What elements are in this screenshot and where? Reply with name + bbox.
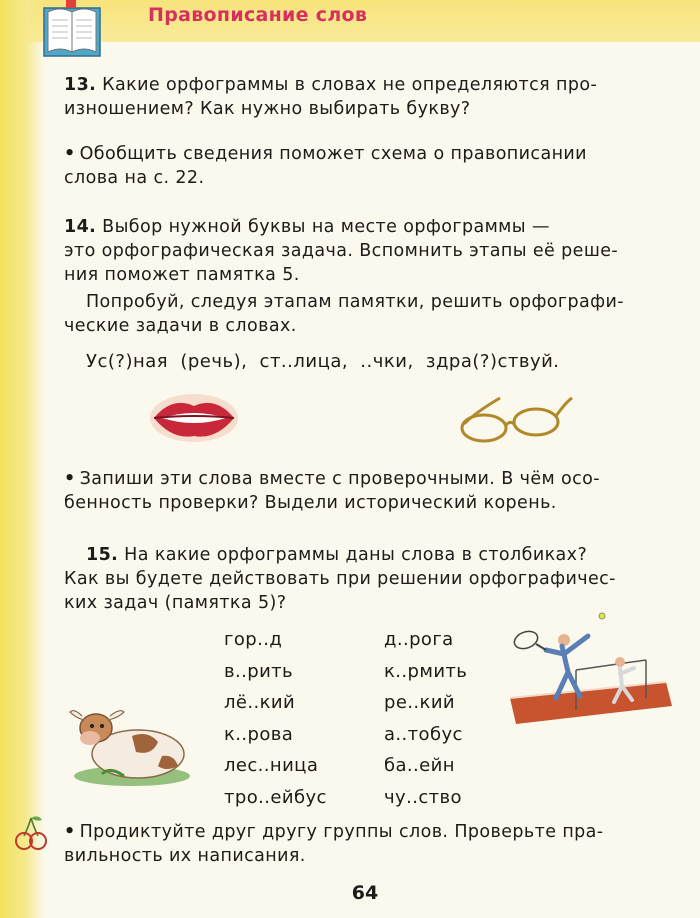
exercise-15-hint — [64, 820, 662, 868]
text-line: Попробуй, следуя этапам памятки, решить орфографи- — [86, 292, 624, 312]
cherry-icon — [14, 814, 48, 852]
text-line: это орфографическая задача. Вспомнить этапы её реше- — [64, 241, 619, 261]
cow-illustration — [62, 696, 190, 788]
text-line: изношением? Как нужно выбирать букву? — [64, 99, 471, 119]
exercise-13-hint — [64, 142, 662, 190]
exercise-number: 13. — [64, 75, 97, 95]
text-line: вильность их написания. — [64, 846, 306, 866]
exercise-14-words: Ус(?)ная (речь), ст..лица, ..чки, здра(?)ствуй. — [86, 351, 560, 372]
page-number: 64 — [351, 882, 379, 904]
section-title: Правописание слов — [148, 4, 368, 26]
word-column-1 — [224, 624, 327, 814]
text-line: Какие орфограммы в словах не определяются про- — [102, 75, 598, 95]
bullet: • — [64, 469, 76, 489]
list-item: чу..ство — [384, 786, 462, 808]
text-line: слова на с. 22. — [64, 168, 205, 188]
text-line: На какие орфограммы даны слова в столбиках? — [124, 545, 588, 565]
word-column-2 — [384, 624, 467, 814]
text-line: Продиктуйте друг другу группы слов. Проверьте пра- — [79, 822, 604, 842]
text-line: Выбор нужной буквы на месте орфограммы — — [102, 217, 550, 237]
exercise-14-intro — [64, 215, 662, 287]
list-item: тро..ейбус — [224, 786, 327, 808]
book-icon — [40, 0, 104, 58]
text-line: бенность проверки? Выдели исторический корень. — [64, 493, 557, 513]
list-item: гор..д — [224, 629, 283, 650]
exercise-number: 15. — [86, 545, 119, 565]
list-item: ре..кий — [384, 692, 456, 714]
text-line: ческие задачи в словах. — [64, 316, 297, 336]
list-item: д..рога — [384, 629, 454, 650]
exercise-number: 14. — [64, 217, 97, 237]
lips-illustration — [148, 392, 240, 444]
left-margin-strip — [0, 0, 44, 918]
list-item: в..рить — [224, 660, 294, 682]
text-line: Обобщить сведения поможет схема о правописании — [79, 144, 587, 164]
exercise-14-hint — [64, 467, 662, 515]
bullet: • — [64, 144, 76, 164]
list-item: а..тобус — [384, 723, 463, 745]
list-item: лё..кий — [224, 692, 296, 714]
list-item: к..рова — [224, 723, 294, 745]
exercise-13-question — [64, 73, 662, 121]
text-line: ких задач (памятка 5)? — [64, 593, 287, 613]
tennis-illustration — [496, 610, 674, 728]
exercise-14-task — [64, 290, 662, 338]
text-line: Запиши эти слова вместе с проверочными. В чём осо- — [79, 469, 601, 489]
text-line: ния поможет памятка 5. — [64, 265, 300, 285]
glasses-illustration — [456, 392, 574, 448]
list-item: лес..ница — [224, 755, 319, 777]
bullet: • — [64, 822, 76, 842]
exercise-15-question — [64, 543, 662, 615]
list-item: ба..ейн — [384, 755, 455, 777]
list-item: к..рмить — [384, 660, 468, 682]
text-line: Как вы будете действовать при решении орфографичес- — [64, 569, 616, 589]
